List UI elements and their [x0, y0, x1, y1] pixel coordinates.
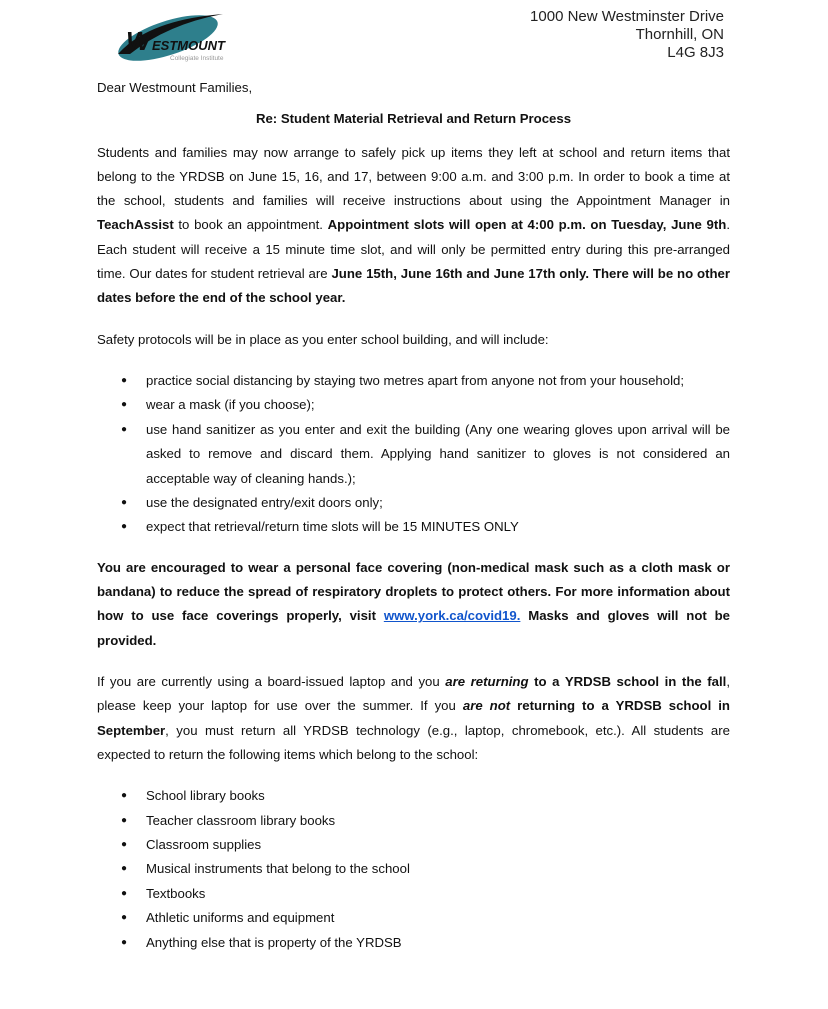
list-item: ● Classroom supplies: [97, 833, 730, 857]
address-line: Thornhill, ON: [635, 26, 724, 43]
list-item: ● expect that retrieval/return time slots will be 15 MINUTES ONLY: [97, 515, 730, 539]
westmount-logo: [108, 10, 248, 66]
list-item: ● School library books: [97, 784, 730, 808]
paragraph-retrieval: Students and families may now arrange to safely pick up items they left at school and return items that belong to the YRDSB on June 15, 16, and 17, between 9:00 a.m. and 3:00 p.m. In order to book a time at the school, students and families will receive instructions about using the Appointment Manager in TeachAssist to book an appointment. Appointment slots will open at 4:00 p.m. on Tuesday, June 9th. Each student will receive a 15 minute time slot, and will only be permitted entry during this pre-arranged time. Our dates for student retrieval are June 15th, June 16th and June 17th only. There will be no other dates before the end of the school year.: [97, 144, 730, 306]
list-item: ● Anything else that is property of the YRDSB: [97, 931, 730, 955]
list-item: ● use hand sanitizer as you enter and exit the building (Any one wearing gloves upon arrival will be asked to remove and discard them. Applying hand sanitizer to gloves is not considered an acceptable way of cleaning hands.);: [97, 418, 730, 491]
school-address: [530, 8, 724, 62]
list-item: ● Musical instruments that belong to the school: [97, 857, 730, 881]
subject-line: Re: Student Material Retrieval and Return Process: [255, 111, 572, 127]
paragraph-face-covering: You are encouraged to wear a personal face covering (non-medical mask such as a cloth mask or bandana) to reduce the spread of respiratory droplets to protect others. For more information about how to use face coverings properly, visit www.york.ca/covid19. Masks and gloves will not be provided.: [97, 559, 730, 648]
address-line: 1000 New Westminster Drive: [530, 8, 724, 25]
york-covid-link[interactable]: www.york.ca/covid19.: [383, 608, 521, 624]
list-item: ● Teacher classroom library books: [97, 809, 730, 833]
greeting: Dear Westmount Families,: [97, 80, 253, 95]
paragraph-laptop: If you are currently using a board-issued laptop and you are returning to a YRDSB school in the fall, please keep your laptop for use over the summer. If you are not returning to a YRDSB school in September, you must return all YRDSB technology (e.g., laptop, chromebook, etc.). All students are expected to return the following items which belong to the school:: [97, 674, 731, 762]
svg-text:Collegiate Institute: Collegiate Institute: [170, 55, 224, 62]
list-item: ● Textbooks: [97, 882, 730, 906]
return-items-list: [97, 784, 730, 955]
safety-intro: Safety protocols will be in place as you enter school building, and will include:: [97, 331, 549, 347]
address-line: L4G 8J3: [667, 44, 724, 61]
list-item: ● practice social distancing by staying two metres apart from anyone not from your household;: [97, 369, 730, 393]
list-item: ● wear a mask (if you choose);: [97, 393, 730, 417]
safety-list: [97, 369, 730, 540]
svg-text:ESTMOUNT: ESTMOUNT: [152, 38, 225, 53]
list-item: ● Athletic uniforms and equipment: [97, 906, 730, 930]
svg-text:W: W: [126, 26, 151, 56]
list-item: ● use the designated entry/exit doors only;: [97, 491, 730, 515]
